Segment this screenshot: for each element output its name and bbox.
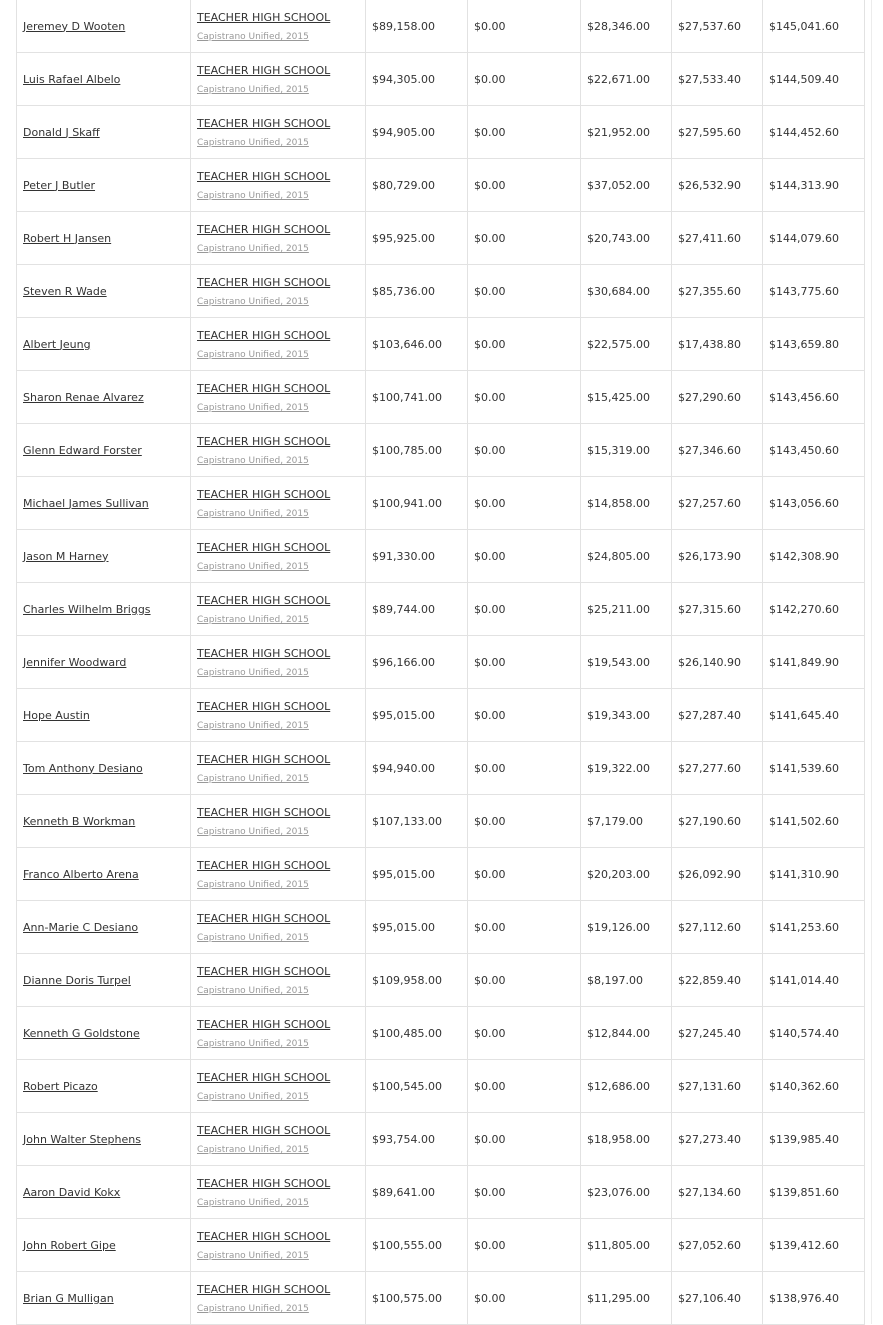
agency-year-link[interactable]: Capistrano Unified, 2015 [197,1198,309,1208]
overtime-pay-cell: $0.00 [468,53,581,106]
employee-name-cell [17,265,191,318]
employee-name-cell [17,583,191,636]
total-pay-benefits-cell: $144,079.60 [763,212,865,265]
regular-pay-cell: $85,736.00 [366,265,468,318]
employee-name-cell [17,742,191,795]
employee-name-link[interactable]: John Robert Gipe [23,1238,116,1252]
job-title-link[interactable]: TEACHER HIGH SCHOOL [197,170,331,183]
job-title-link[interactable]: TEACHER HIGH SCHOOL [197,1071,331,1084]
job-title-link[interactable]: TEACHER HIGH SCHOOL [197,541,331,554]
employee-name-link[interactable]: Kenneth G Goldstone [23,1026,140,1040]
benefits-cell: $27,533.40 [672,53,763,106]
regular-pay-cell: $94,905.00 [366,106,468,159]
benefits-cell: $27,190.60 [672,795,763,848]
job-cell [191,1060,366,1113]
employee-name-cell [17,636,191,689]
agency-year-link[interactable]: Capistrano Unified, 2015 [197,933,309,943]
total-pay-benefits-cell: $144,313.90 [763,159,865,212]
benefits-cell: $27,134.60 [672,1166,763,1219]
regular-pay-cell: $89,158.00 [366,0,468,53]
job-cell [191,212,366,265]
total-pay-benefits-cell: $139,851.60 [763,1166,865,1219]
benefits-cell: $26,140.90 [672,636,763,689]
total-pay-benefits-cell: $141,310.90 [763,848,865,901]
benefits-cell: $27,257.60 [672,477,763,530]
benefits-cell: $27,287.40 [672,689,763,742]
table-row [17,1060,865,1113]
employee-name-cell [17,53,191,106]
job-title-link[interactable]: TEACHER HIGH SCHOOL [197,1018,331,1031]
job-cell [191,159,366,212]
employee-name-cell [17,1007,191,1060]
regular-pay-cell: $107,133.00 [366,795,468,848]
regular-pay-cell: $94,940.00 [366,742,468,795]
employee-name-cell [17,1166,191,1219]
total-pay-benefits-cell: $145,041.60 [763,0,865,53]
total-pay-benefits-cell: $139,412.60 [763,1219,865,1272]
job-title-link[interactable]: TEACHER HIGH SCHOOL [197,382,331,395]
agency-year-link[interactable]: Capistrano Unified, 2015 [197,721,309,731]
other-pay-cell: $11,805.00 [581,1219,672,1272]
benefits-cell: $27,273.40 [672,1113,763,1166]
overtime-pay-cell: $0.00 [468,636,581,689]
employee-name-cell [17,0,191,53]
agency-year-link[interactable]: Capistrano Unified, 2015 [197,1304,309,1314]
job-cell [191,1219,366,1272]
overtime-pay-cell: $0.00 [468,583,581,636]
other-pay-cell: $20,743.00 [581,212,672,265]
employee-name-link[interactable]: Franco Alberto Arena [23,867,139,881]
employee-name-cell [17,212,191,265]
benefits-cell: $27,052.60 [672,1219,763,1272]
total-pay-benefits-cell: $138,976.40 [763,1272,865,1325]
table-row [17,53,865,106]
job-cell [191,583,366,636]
benefits-cell: $27,595.60 [672,106,763,159]
other-pay-cell: $19,322.00 [581,742,672,795]
employee-name-link[interactable]: Tom Anthony Desiano [23,761,143,775]
job-cell [191,689,366,742]
job-title-link[interactable]: TEACHER HIGH SCHOOL [197,64,331,77]
job-cell [191,848,366,901]
overtime-pay-cell: $0.00 [468,742,581,795]
job-cell [191,901,366,954]
employee-name-link[interactable]: Dianne Doris Turpel [23,973,131,987]
total-pay-benefits-cell: $141,014.40 [763,954,865,1007]
job-title-link[interactable]: TEACHER HIGH SCHOOL [197,435,331,448]
regular-pay-cell: $109,958.00 [366,954,468,1007]
job-cell [191,742,366,795]
job-title-link[interactable]: TEACHER HIGH SCHOOL [197,117,331,130]
other-pay-cell: $7,179.00 [581,795,672,848]
other-pay-cell: $8,197.00 [581,954,672,1007]
job-cell [191,636,366,689]
overtime-pay-cell: $0.00 [468,159,581,212]
job-title-link[interactable]: TEACHER HIGH SCHOOL [197,329,331,342]
benefits-cell: $27,112.60 [672,901,763,954]
job-title-link[interactable]: TEACHER HIGH SCHOOL [197,11,331,24]
regular-pay-cell: $93,754.00 [366,1113,468,1166]
other-pay-cell: $12,686.00 [581,1060,672,1113]
overtime-pay-cell: $0.00 [468,1007,581,1060]
job-cell [191,954,366,1007]
total-pay-benefits-cell: $139,985.40 [763,1113,865,1166]
employee-name-cell [17,318,191,371]
employee-name-cell [17,530,191,583]
overtime-pay-cell: $0.00 [468,212,581,265]
employee-name-cell [17,689,191,742]
total-pay-benefits-cell: $142,308.90 [763,530,865,583]
employee-name-cell [17,371,191,424]
employee-name-cell [17,424,191,477]
total-pay-benefits-cell: $141,502.60 [763,795,865,848]
overtime-pay-cell: $0.00 [468,689,581,742]
employee-name-link[interactable]: Jennifer Woodward [23,655,127,669]
total-pay-benefits-cell: $143,056.60 [763,477,865,530]
benefits-cell: $27,131.60 [672,1060,763,1113]
employee-name-cell [17,1272,191,1325]
employee-name-link[interactable]: Sharon Renae Alvarez [23,390,144,404]
job-cell [191,371,366,424]
total-pay-benefits-cell: $141,849.90 [763,636,865,689]
table-row [17,1113,865,1166]
overtime-pay-cell: $0.00 [468,1060,581,1113]
job-cell [191,265,366,318]
employee-name-link[interactable]: Robert Picazo [23,1079,98,1093]
total-pay-benefits-cell: $143,456.60 [763,371,865,424]
agency-year-link[interactable]: Capistrano Unified, 2015 [197,615,309,625]
table-row [17,424,865,477]
regular-pay-cell: $89,641.00 [366,1166,468,1219]
overtime-pay-cell: $0.00 [468,1272,581,1325]
table-body [17,0,865,1325]
job-title-link[interactable]: TEACHER HIGH SCHOOL [197,1124,331,1137]
table-row [17,689,865,742]
employee-name-link[interactable]: Hope Austin [23,708,90,722]
regular-pay-cell: $100,485.00 [366,1007,468,1060]
employee-name-link[interactable]: Brian G Mulligan [23,1291,114,1305]
regular-pay-cell: $95,015.00 [366,901,468,954]
overtime-pay-cell: $0.00 [468,477,581,530]
agency-year-link[interactable]: Capistrano Unified, 2015 [197,827,309,837]
job-title-link[interactable]: TEACHER HIGH SCHOOL [197,1230,331,1243]
benefits-cell: $26,092.90 [672,848,763,901]
regular-pay-cell: $80,729.00 [366,159,468,212]
job-cell [191,1007,366,1060]
job-title-link[interactable]: TEACHER HIGH SCHOOL [197,1177,331,1190]
overtime-pay-cell: $0.00 [468,424,581,477]
overtime-pay-cell: $0.00 [468,1219,581,1272]
table-row [17,583,865,636]
total-pay-benefits-cell: $143,659.80 [763,318,865,371]
other-pay-cell: $25,211.00 [581,583,672,636]
agency-year-link[interactable]: Capistrano Unified, 2015 [197,1092,309,1102]
overtime-pay-cell: $0.00 [468,371,581,424]
employee-name-link[interactable]: Aaron David Kokx [23,1185,121,1199]
employee-name-link[interactable]: Jason M Harney [23,549,109,563]
regular-pay-cell: $100,575.00 [366,1272,468,1325]
other-pay-cell: $28,346.00 [581,0,672,53]
page-edge-divider [871,0,872,1324]
other-pay-cell: $19,343.00 [581,689,672,742]
employee-name-link[interactable]: Steven R Wade [23,284,107,298]
total-pay-benefits-cell: $142,270.60 [763,583,865,636]
job-cell [191,795,366,848]
employee-name-link[interactable]: John Walter Stephens [23,1132,141,1146]
employee-name-cell [17,848,191,901]
benefits-cell: $26,532.90 [672,159,763,212]
employee-name-link[interactable]: Peter J Butler [23,178,96,192]
job-title-link[interactable]: TEACHER HIGH SCHOOL [197,912,331,925]
total-pay-benefits-cell: $143,450.60 [763,424,865,477]
benefits-cell: $26,173.90 [672,530,763,583]
agency-year-link[interactable]: Capistrano Unified, 2015 [197,456,309,466]
other-pay-cell: $15,319.00 [581,424,672,477]
employee-name-link[interactable]: Donald J Skaff [23,125,100,139]
job-title-link[interactable]: TEACHER HIGH SCHOOL [197,594,331,607]
other-pay-cell: $11,295.00 [581,1272,672,1325]
employee-name-link[interactable]: Albert Jeung [23,337,91,351]
other-pay-cell: $37,052.00 [581,159,672,212]
employee-name-link[interactable]: Michael James Sullivan [23,496,149,510]
regular-pay-cell: $91,330.00 [366,530,468,583]
table-row [17,477,865,530]
regular-pay-cell: $100,785.00 [366,424,468,477]
benefits-cell: $22,859.40 [672,954,763,1007]
regular-pay-cell: $94,305.00 [366,53,468,106]
job-title-link[interactable]: TEACHER HIGH SCHOOL [197,965,331,978]
table-row [17,265,865,318]
regular-pay-cell: $89,744.00 [366,583,468,636]
job-cell [191,318,366,371]
regular-pay-cell: $95,925.00 [366,212,468,265]
employee-name-link[interactable]: Charles Wilhelm Briggs [23,602,151,616]
overtime-pay-cell: $0.00 [468,318,581,371]
employee-name-cell [17,159,191,212]
table-row [17,1166,865,1219]
other-pay-cell: $19,126.00 [581,901,672,954]
regular-pay-cell: $103,646.00 [366,318,468,371]
employee-name-cell [17,106,191,159]
regular-pay-cell: $100,741.00 [366,371,468,424]
overtime-pay-cell: $0.00 [468,1113,581,1166]
benefits-cell: $27,355.60 [672,265,763,318]
employee-name-link[interactable]: Robert H Jansen [23,231,112,245]
agency-year-link[interactable]: Capistrano Unified, 2015 [197,774,309,784]
table-row [17,1219,865,1272]
employee-name-link[interactable]: Glenn Edward Forster [23,443,142,457]
overtime-pay-cell: $0.00 [468,530,581,583]
benefits-cell: $27,245.40 [672,1007,763,1060]
other-pay-cell: $23,076.00 [581,1166,672,1219]
salary-table-container [16,0,864,1325]
table-row [17,159,865,212]
table-row [17,530,865,583]
job-title-link[interactable]: TEACHER HIGH SCHOOL [197,859,331,872]
overtime-pay-cell: $0.00 [468,901,581,954]
other-pay-cell: $22,671.00 [581,53,672,106]
employee-name-link[interactable]: Kenneth B Workman [23,814,136,828]
other-pay-cell: $20,203.00 [581,848,672,901]
total-pay-benefits-cell: $141,253.60 [763,901,865,954]
benefits-cell: $27,290.60 [672,371,763,424]
other-pay-cell: $24,805.00 [581,530,672,583]
job-cell [191,1166,366,1219]
agency-year-link[interactable]: Capistrano Unified, 2015 [197,350,309,360]
total-pay-benefits-cell: $141,539.60 [763,742,865,795]
salary-table [16,0,865,1325]
job-cell [191,0,366,53]
regular-pay-cell: $95,015.00 [366,689,468,742]
job-title-link[interactable]: TEACHER HIGH SCHOOL [197,276,331,289]
other-pay-cell: $15,425.00 [581,371,672,424]
benefits-cell: $17,438.80 [672,318,763,371]
overtime-pay-cell: $0.00 [468,0,581,53]
other-pay-cell: $12,844.00 [581,1007,672,1060]
job-cell [191,1272,366,1325]
agency-year-link[interactable]: Capistrano Unified, 2015 [197,85,309,95]
total-pay-benefits-cell: $144,452.60 [763,106,865,159]
agency-year-link[interactable]: Capistrano Unified, 2015 [197,986,309,996]
agency-year-link[interactable]: Capistrano Unified, 2015 [197,668,309,678]
overtime-pay-cell: $0.00 [468,1166,581,1219]
job-title-link[interactable]: TEACHER HIGH SCHOOL [197,1283,331,1296]
table-row [17,742,865,795]
overtime-pay-cell: $0.00 [468,954,581,1007]
job-cell [191,530,366,583]
job-title-link[interactable]: TEACHER HIGH SCHOOL [197,806,331,819]
total-pay-benefits-cell: $143,775.60 [763,265,865,318]
agency-year-link[interactable]: Capistrano Unified, 2015 [197,562,309,572]
other-pay-cell: $21,952.00 [581,106,672,159]
table-row [17,795,865,848]
overtime-pay-cell: $0.00 [468,848,581,901]
agency-year-link[interactable]: Capistrano Unified, 2015 [197,880,309,890]
employee-name-cell [17,795,191,848]
agency-year-link[interactable]: Capistrano Unified, 2015 [197,509,309,519]
agency-year-link[interactable]: Capistrano Unified, 2015 [197,297,309,307]
job-title-link[interactable]: TEACHER HIGH SCHOOL [197,223,331,236]
table-row [17,848,865,901]
table-row [17,954,865,1007]
job-cell [191,1113,366,1166]
table-row [17,106,865,159]
other-pay-cell: $14,858.00 [581,477,672,530]
regular-pay-cell: $96,166.00 [366,636,468,689]
total-pay-benefits-cell: $144,509.40 [763,53,865,106]
agency-year-link[interactable]: Capistrano Unified, 2015 [197,191,309,201]
agency-year-link[interactable]: Capistrano Unified, 2015 [197,1251,309,1261]
other-pay-cell: $30,684.00 [581,265,672,318]
total-pay-benefits-cell: $140,362.60 [763,1060,865,1113]
benefits-cell: $27,277.60 [672,742,763,795]
table-row [17,0,865,53]
employee-name-cell [17,954,191,1007]
table-row [17,1007,865,1060]
total-pay-benefits-cell: $140,574.40 [763,1007,865,1060]
employee-name-cell [17,1219,191,1272]
table-row [17,1272,865,1325]
job-cell [191,106,366,159]
job-cell [191,53,366,106]
overtime-pay-cell: $0.00 [468,795,581,848]
job-title-link[interactable]: TEACHER HIGH SCHOOL [197,700,331,713]
job-title-link[interactable]: TEACHER HIGH SCHOOL [197,753,331,766]
employee-name-cell [17,901,191,954]
other-pay-cell: $22,575.00 [581,318,672,371]
overtime-pay-cell: $0.00 [468,106,581,159]
employee-name-link[interactable]: Jeremey D Wooten [23,19,126,33]
agency-year-link[interactable]: Capistrano Unified, 2015 [197,1039,309,1049]
regular-pay-cell: $100,941.00 [366,477,468,530]
regular-pay-cell: $95,015.00 [366,848,468,901]
employee-name-cell [17,477,191,530]
job-title-link[interactable]: TEACHER HIGH SCHOOL [197,488,331,501]
job-cell [191,477,366,530]
employee-name-cell [17,1113,191,1166]
table-row [17,318,865,371]
agency-year-link[interactable]: Capistrano Unified, 2015 [197,138,309,148]
benefits-cell: $27,411.60 [672,212,763,265]
total-pay-benefits-cell: $141,645.40 [763,689,865,742]
employee-name-cell [17,1060,191,1113]
table-row [17,212,865,265]
job-title-link[interactable]: TEACHER HIGH SCHOOL [197,647,331,660]
overtime-pay-cell: $0.00 [468,265,581,318]
agency-year-link[interactable]: Capistrano Unified, 2015 [197,32,309,42]
employee-name-link[interactable]: Ann-Marie C Desiano [23,920,139,934]
agency-year-link[interactable]: Capistrano Unified, 2015 [197,403,309,413]
benefits-cell: $27,315.60 [672,583,763,636]
regular-pay-cell: $100,555.00 [366,1219,468,1272]
job-cell [191,424,366,477]
table-row [17,636,865,689]
other-pay-cell: $18,958.00 [581,1113,672,1166]
regular-pay-cell: $100,545.00 [366,1060,468,1113]
benefits-cell: $27,346.60 [672,424,763,477]
benefits-cell: $27,537.60 [672,0,763,53]
benefits-cell: $27,106.40 [672,1272,763,1325]
agency-year-link[interactable]: Capistrano Unified, 2015 [197,1145,309,1155]
table-row [17,371,865,424]
table-row [17,901,865,954]
agency-year-link[interactable]: Capistrano Unified, 2015 [197,244,309,254]
other-pay-cell: $19,543.00 [581,636,672,689]
employee-name-link[interactable]: Luis Rafael Albelo [23,72,121,86]
